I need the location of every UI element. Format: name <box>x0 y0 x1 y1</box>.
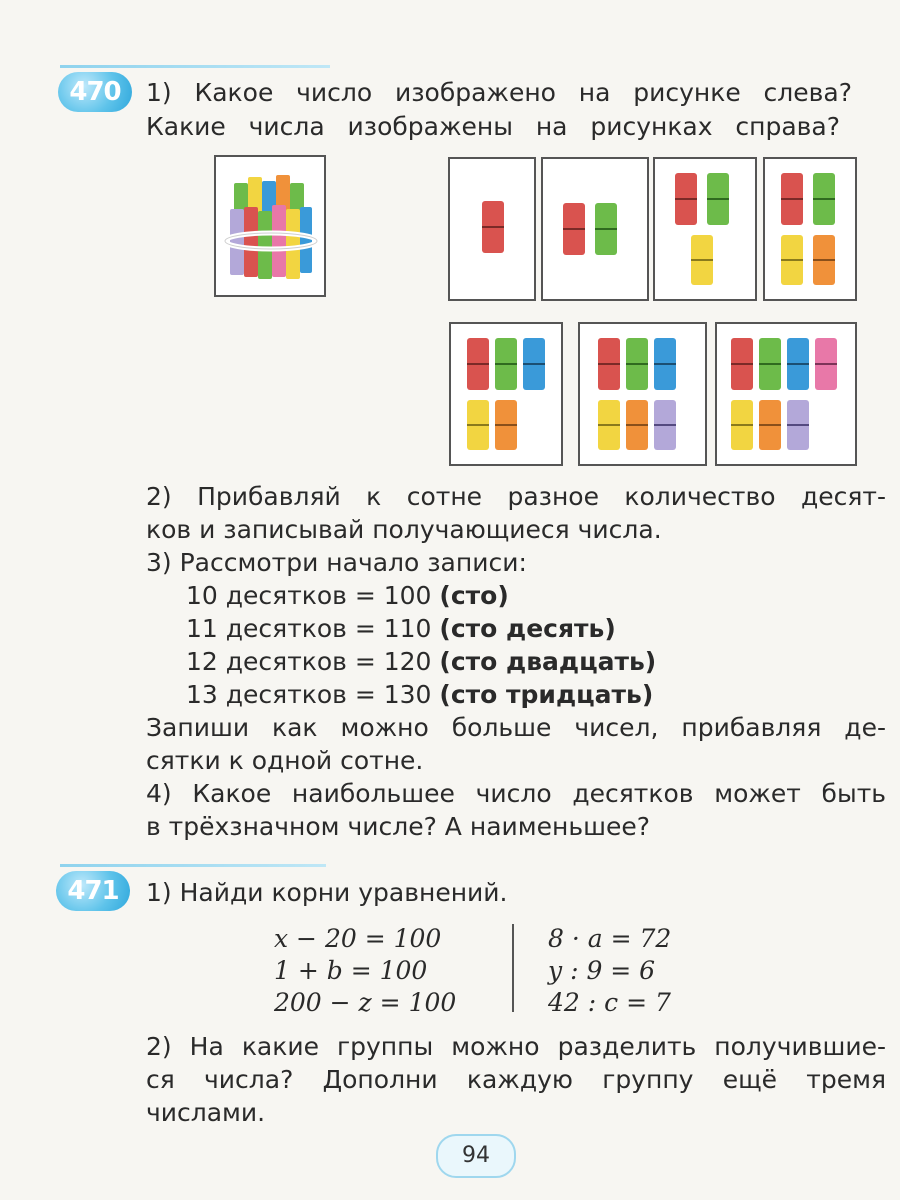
ten-bundle-yellow-icon <box>781 235 803 285</box>
picture-bundles-6 <box>578 322 707 466</box>
ex470-q3-title: 3) Рассмотри начало записи: <box>146 548 527 577</box>
ten-bundle-red-icon <box>781 173 803 225</box>
ten-bundle-yellow-icon <box>467 400 489 450</box>
picture-hundred <box>214 155 326 297</box>
picture-bundles-1 <box>448 157 536 301</box>
ex471-q2-line3: числами. <box>146 1098 266 1127</box>
ten-bundle-green-icon <box>813 173 835 225</box>
ten-bundle-green-icon <box>595 203 617 255</box>
record-row <box>186 645 656 678</box>
equation: 200 − z = 100 <box>274 988 457 1017</box>
ten-bundle-red-icon <box>675 173 697 225</box>
ten-bundle-green-icon <box>759 338 781 390</box>
ex471-q2-line1: 2) На какие группы можно разделить получившие- <box>146 1032 886 1061</box>
ten-bundle-green-icon <box>707 173 729 225</box>
ten-bundle-orange-icon <box>626 400 648 450</box>
ten-bundle-yellow-icon <box>691 235 713 285</box>
equation: x − 20 = 100 <box>274 924 442 953</box>
ten-bundle-yellow-icon <box>598 400 620 450</box>
record-left: 13 десятков = 130 <box>186 680 432 709</box>
ex470-q4-line1: 4) Какое наибольшее число десятков может быть <box>146 779 886 808</box>
ten-bundle-yellow-icon <box>731 400 753 450</box>
record-name: (сто двадцать) <box>439 647 657 676</box>
ten-bundle-red-icon <box>467 338 489 390</box>
ten-bundle-green-icon <box>626 338 648 390</box>
ten-bundle-green-icon <box>495 338 517 390</box>
equations-divider <box>512 924 514 1012</box>
picture-bundles-7 <box>715 322 857 466</box>
ten-bundle-blue-icon <box>654 338 676 390</box>
ten-bundle-red-icon <box>731 338 753 390</box>
exercise-471-header-line <box>60 864 326 867</box>
record-left: 12 десятков = 120 <box>186 647 432 676</box>
record-row <box>186 678 653 711</box>
ex470-q2-line1: 2) Прибавляй к сотне разное количество десят- <box>146 482 886 511</box>
ex470-q1-line2: Какие числа изображены на рисунках справа? <box>146 112 840 141</box>
record-name: (сто тридцать) <box>439 680 654 709</box>
equation: 8 · a = 72 <box>548 924 672 953</box>
page-number: 94 <box>436 1134 516 1178</box>
equation: y : 9 = 6 <box>548 956 656 985</box>
picture-bundles-5 <box>449 322 563 466</box>
equation: 42 : c = 7 <box>548 988 671 1017</box>
exercise-470-badge: 470 <box>58 72 132 112</box>
record-left: 10 десятков = 100 <box>186 581 432 610</box>
ten-bundle-orange-icon <box>495 400 517 450</box>
ten-bundle-blue-icon <box>787 338 809 390</box>
ex470-q4-line2: в трёхзначном числе? А наименьшее? <box>146 812 650 841</box>
ten-bundle-orange-icon <box>759 400 781 450</box>
ex470-q2-line2: ков и записывай получающиеся числа. <box>146 515 662 544</box>
hundred-bundle-icon <box>216 157 324 295</box>
equation: 1 + b = 100 <box>274 956 428 985</box>
ten-bundle-lavender-icon <box>787 400 809 450</box>
record-row <box>186 579 509 612</box>
record-left: 11 десятков = 110 <box>186 614 432 643</box>
ten-bundle-red-icon <box>598 338 620 390</box>
ex471-q2-line2: ся числа? Дополни каждую группу ещё тремя <box>146 1065 886 1094</box>
record-name: (сто) <box>439 581 509 610</box>
ten-bundle-lavender-icon <box>654 400 676 450</box>
exercise-471-badge: 471 <box>56 871 130 911</box>
ten-bundle-blue-icon <box>523 338 545 390</box>
record-row <box>186 612 616 645</box>
ten-bundle-pink-icon <box>815 338 837 390</box>
record-name: (сто десять) <box>439 614 616 643</box>
ten-bundle-red-icon <box>482 201 504 253</box>
picture-bundles-2 <box>541 157 649 301</box>
picture-bundles-4 <box>763 157 857 301</box>
exercise-470-header-line <box>60 65 330 68</box>
ten-bundle-orange-icon <box>813 235 835 285</box>
ten-bundle-red-icon <box>563 203 585 255</box>
picture-bundles-3 <box>653 157 757 301</box>
ex470-q3-line2: сятки к одной сотне. <box>146 746 424 775</box>
ex470-q1-line1: 1) Какое число изображено на рисунке слева? <box>146 78 852 107</box>
ex471-q1: 1) Найди корни уравнений. <box>146 878 508 907</box>
ex470-q3-line1: Запиши как можно больше чисел, прибавляя де- <box>146 713 886 742</box>
